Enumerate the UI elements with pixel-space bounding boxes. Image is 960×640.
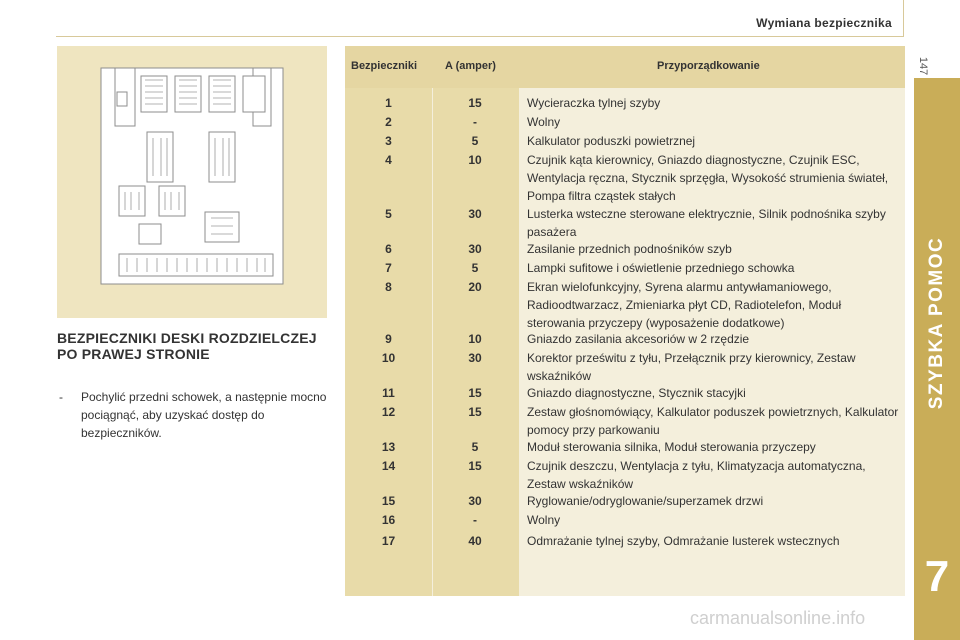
assignment-text: Czujnik deszczu, Wentylacja z tyłu, Klimatyzacja automatyczna, Zestaw wskaźników	[527, 459, 866, 491]
fuse-box-illustration	[57, 46, 327, 318]
amp-value: 20	[468, 280, 482, 294]
fuse-number: 17	[381, 534, 396, 548]
assignment-text: Lusterka wsteczne sterowane elektrycznie, Silnik podnośnika szyby pasażera	[527, 207, 886, 239]
instruction-bullet: -	[59, 390, 63, 404]
amp-value: 10	[468, 332, 482, 346]
header-fuse: Bezpieczniki	[351, 60, 418, 72]
amp-value: 30	[468, 242, 482, 256]
fuse-number: 11	[382, 386, 395, 400]
fuse-table	[345, 46, 905, 596]
fuse-number: 8	[385, 280, 392, 294]
amp-value: 5	[471, 440, 479, 454]
assignment-text: Ekran wielofunkcyjny, Syrena alarmu antywłamaniowego, Radioodtwarzacz, Zmieniarka płyt CD, Radiotelefon, Moduł sterowania przyczepy (wyposażenie dodatkowe)	[527, 280, 842, 330]
fuse-number: 4	[385, 153, 392, 167]
table-header	[345, 46, 905, 88]
instruction-body: Pochylić przedni schowek, a następnie mocno pociągnąć, aby uzyskać dostęp do bezpieczników.	[81, 390, 327, 440]
fuse-number: 1	[385, 96, 392, 110]
fuse-number: 2	[385, 115, 392, 129]
fuse-box-drawing	[57, 46, 327, 318]
assignment-text: Wolny	[527, 513, 561, 527]
assignment-text: Odmrażanie tylnej szyby, Odmrażanie lusterek wstecznych	[527, 534, 840, 548]
instruction-text	[57, 388, 327, 442]
amp-value: 30	[468, 494, 482, 508]
fuse-number: 5	[385, 207, 392, 221]
amp-value: 15	[468, 405, 482, 419]
fuse-number: 14	[381, 459, 396, 473]
amp-value: 15	[468, 386, 482, 400]
watermark: carmanualsonline.info	[690, 608, 866, 628]
header-divider	[903, 0, 904, 36]
assignment-text: Gniazdo zasilania akcesoriów w 2 rzędzie	[527, 332, 750, 346]
assignment-text: Zasilanie przednich podnośników szyb	[527, 242, 732, 256]
fuse-number: 7	[385, 261, 392, 275]
fuse-number: 10	[381, 351, 396, 365]
fuse-number: 3	[385, 134, 392, 148]
header-assignment: Przyporządkowanie	[657, 60, 760, 72]
chapter-sidebar-label	[914, 78, 960, 568]
assignment-text: Kalkulator poduszki powietrznej	[527, 134, 696, 148]
amp-value: 15	[468, 459, 482, 473]
assignment-text: Czujnik kąta kierownicy, Gniazdo diagnostyczne, Czujnik ESC, Wentylacja ręczna, Stycznik sprzęgła, Wysokość strumienia świateł, Pompa filtra cząstek stałych	[527, 153, 889, 203]
amp-value: 40	[468, 534, 482, 548]
sidebar-label-text: SZYBKA POMOC	[926, 236, 947, 410]
header-amp: A (amper)	[445, 60, 496, 72]
amp-value: 15	[468, 96, 482, 110]
fuse-number: 13	[381, 440, 396, 454]
assignment-text: Gniazdo diagnostyczne, Stycznik stacyjki	[527, 386, 746, 400]
assignment-text: Korektor prześwitu z tyłu, Przełącznik przy kierownicy, Zestaw wskaźników	[527, 351, 856, 383]
amp-value: 5	[471, 261, 479, 275]
amp-value: -	[473, 115, 477, 129]
assignment-text: Zestaw głośnomówiący, Kalkulator poduszek powietrznych, Kalkulator pomocy przy parkowaniu	[527, 405, 899, 437]
fuse-number: 9	[385, 332, 392, 346]
amp-value: 30	[468, 351, 482, 365]
amp-value: -	[473, 513, 477, 527]
amp-value: 10	[468, 153, 482, 167]
amp-value: 5	[471, 134, 479, 148]
assignment-text: Moduł sterowania silnika, Moduł sterowania przyczepy	[527, 440, 816, 454]
fuse-number: 16	[381, 513, 396, 527]
assignment-text: Wycieraczka tylnej szyby	[527, 96, 661, 110]
assignment-text: Lampki sufitowe i oświetlenie przedniego schowka	[527, 261, 795, 275]
assignment-text: Ryglowanie/odryglowanie/superzamek drzwi	[527, 494, 764, 508]
section-title: BEZPIECZNIKI DESKI ROZDZIELCZEJ PO PRAWEJ STRONIE	[57, 330, 317, 362]
amp-value: 30	[468, 207, 482, 221]
assignment-text: Wolny	[527, 115, 561, 129]
chapter-number: 7	[924, 552, 950, 601]
fuse-number: 6	[385, 242, 392, 256]
fuse-number: 12	[381, 405, 396, 419]
header-rule	[56, 36, 904, 37]
page-number: 147	[916, 56, 929, 76]
page-header-title: Wymiana bezpiecznika	[756, 16, 892, 30]
fuse-number: 15	[381, 494, 396, 508]
